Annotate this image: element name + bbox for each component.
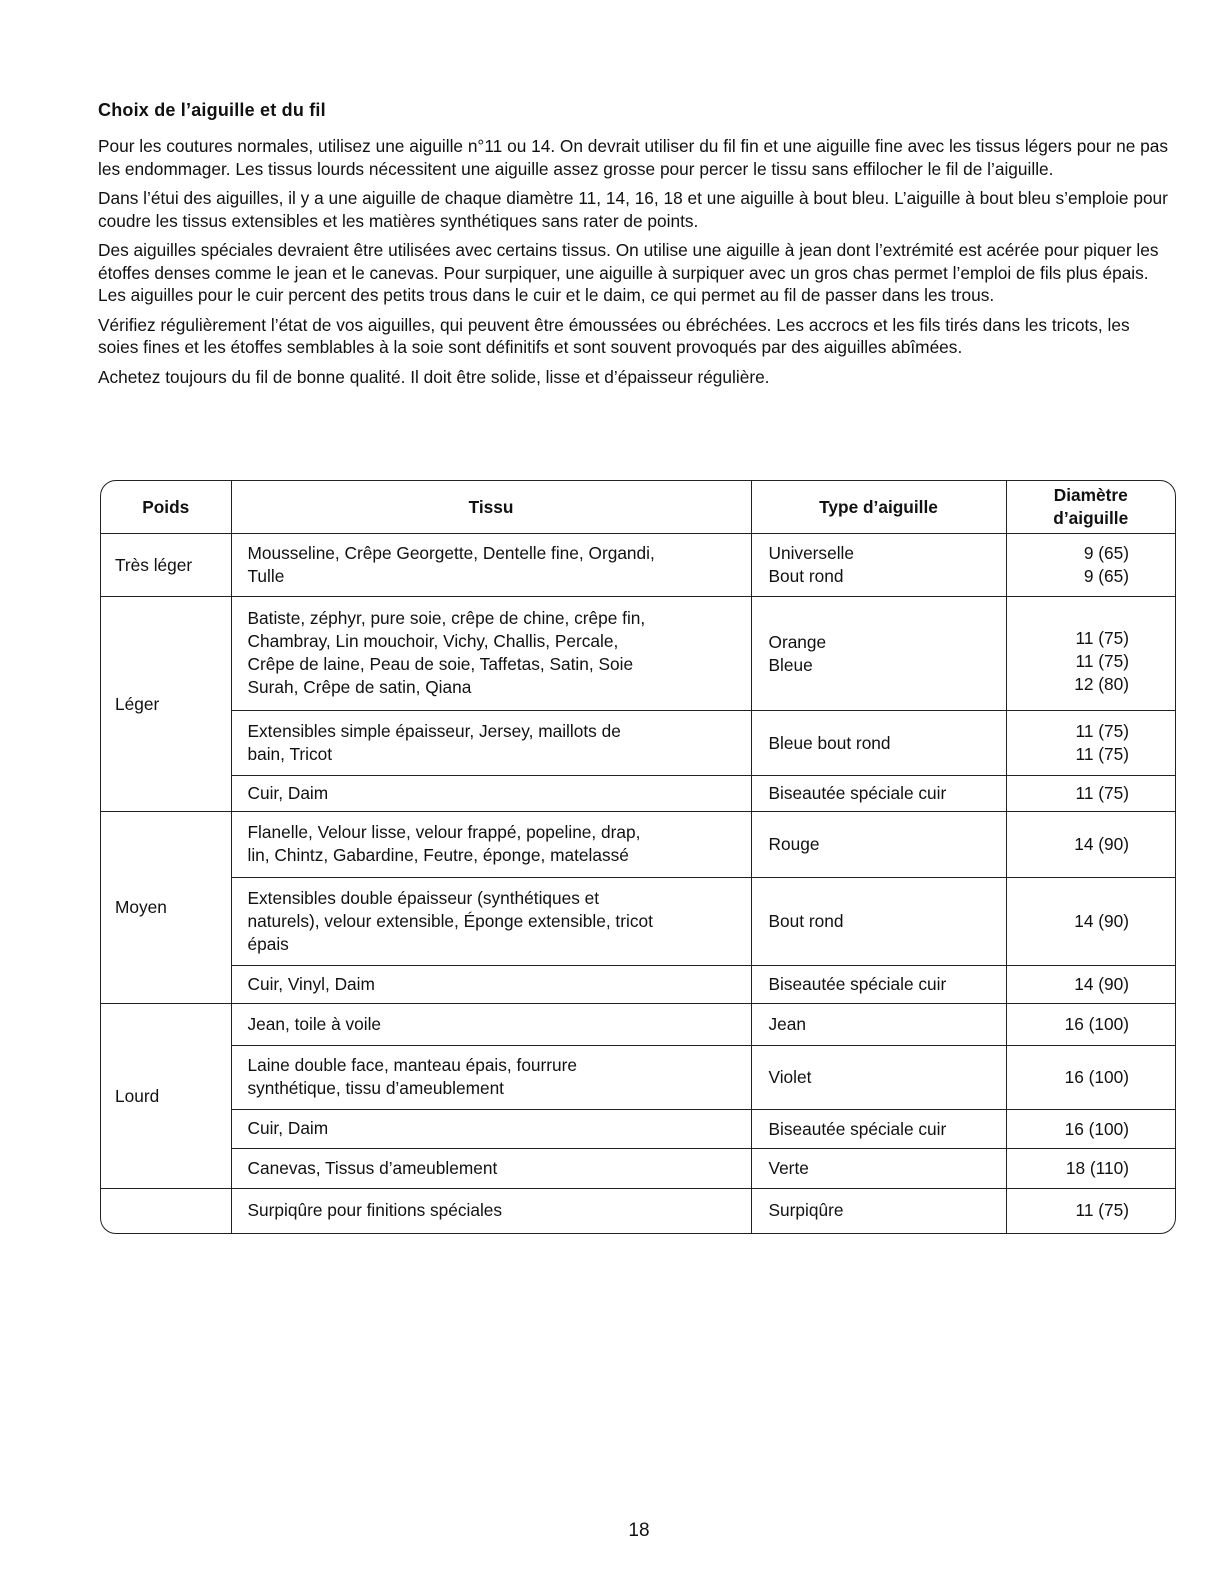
diameter-cell bbox=[1006, 878, 1175, 966]
fabric-cell bbox=[231, 1004, 751, 1046]
diameter-line: 12 (80) bbox=[1074, 674, 1129, 694]
empty-weight-cell bbox=[101, 1189, 231, 1233]
needle-type-line: Biseautée spéciale cuir bbox=[768, 783, 947, 803]
table-header-row bbox=[101, 481, 1175, 534]
needle-type-cell bbox=[751, 711, 1006, 776]
table-row bbox=[101, 1149, 1175, 1189]
weight-cell: Moyen bbox=[101, 812, 231, 1004]
fabric-line: Flanelle, Velour lisse, velour frappé, popeline, drap, bbox=[247, 822, 641, 842]
header-diametre bbox=[1006, 481, 1175, 534]
diameter-cell bbox=[1006, 812, 1175, 878]
header-type: Type d’aiguille bbox=[751, 481, 1006, 534]
weight-cell: Très léger bbox=[101, 534, 231, 597]
needle-type-cell bbox=[751, 966, 1006, 1004]
page-content bbox=[98, 100, 1174, 395]
fabric-cell bbox=[231, 1110, 751, 1149]
diameter-cell bbox=[1006, 966, 1175, 1004]
fabric-line: naturels), velour extensible, Éponge extensible, tricot bbox=[247, 910, 653, 931]
fabric-cell bbox=[231, 966, 751, 1004]
diameter-line: 14 (90) bbox=[1074, 911, 1129, 931]
fabric-line: Jean, toile à voile bbox=[247, 1013, 382, 1034]
fabric-cell bbox=[231, 534, 751, 597]
diameter-cell bbox=[1006, 711, 1175, 776]
needle-type-cell bbox=[751, 1110, 1006, 1149]
needle-type-line: Bleue bbox=[768, 654, 813, 675]
paragraph-needle-case: Dans l’étui des aiguilles, il y a une aiguille de chaque diamètre 11, 14, 16, 18 et une aiguille à bout bleu. L’aiguille à bout bleu s’emploie pour coudre les tissus extensibles et les matières synthétiques sans rater de points. bbox=[98, 188, 1168, 231]
needle-type-cell bbox=[751, 1004, 1006, 1046]
table-row bbox=[101, 1189, 1175, 1233]
diameter-line: 9 (65) bbox=[1083, 566, 1129, 586]
fabric-line: Cuir, Daim bbox=[247, 1118, 329, 1138]
needle-type-line: Surpiqûre bbox=[768, 1200, 844, 1221]
diameter-line: 16 (100) bbox=[1064, 1067, 1129, 1087]
weight-cell: Léger bbox=[101, 597, 231, 812]
paragraph-needle-basics: Pour les coutures normales, utilisez une aiguille n°11 ou 14. On devrait utiliser du fil fin et une aiguille fine avec les tissus légers pour ne pas les endommager. Les tissus lourds nécessitent une aiguille assez grosse pour percer le tissu sans effilocher le fil de l’aiguille. bbox=[98, 136, 1168, 179]
fabric-line: Laine double face, manteau épais, fourrure bbox=[247, 1055, 578, 1075]
diameter-cell bbox=[1006, 1149, 1175, 1189]
fabric-line: Extensibles double épaisseur (synthétiques et bbox=[247, 887, 600, 908]
needle-type-line: Verte bbox=[768, 1158, 809, 1178]
fabric-line: Batiste, zéphyr, pure soie, crêpe de chine, crêpe fin, bbox=[247, 608, 646, 628]
paragraph-needle-check: Vérifiez régulièrement l’état de vos aiguilles, qui peuvent être émoussées ou ébréchées. Les accrocs et les fils tirés dans les tricots, les soies fines et les étoffes semblables à la soie sont définitifs et sont souvent provoqués par des aiguilles abîmées. bbox=[98, 314, 1130, 357]
paragraph-thread-quality: Achetez toujours du fil de bonne qualité. Il doit être solide, lisse et d’épaisseur régulière. bbox=[98, 366, 770, 387]
fabric-line: Surah, Crêpe de satin, Qiana bbox=[247, 677, 472, 697]
diameter-line: 16 (100) bbox=[1064, 1118, 1129, 1139]
needle-type-line: Biseautée spéciale cuir bbox=[768, 1118, 947, 1139]
table-row bbox=[101, 776, 1175, 812]
diameter-line: 9 (65) bbox=[1083, 543, 1129, 563]
needle-type-line: Orange bbox=[768, 631, 827, 652]
diameter-line: 14 (90) bbox=[1074, 834, 1129, 854]
needle-type-cell bbox=[751, 1189, 1006, 1233]
needle-type-line: Universelle bbox=[768, 543, 854, 563]
diameter-line: 14 (90) bbox=[1074, 974, 1129, 994]
header-diametre-line2: d’aiguille bbox=[1053, 508, 1129, 528]
paragraph-special-needles: Des aiguilles spéciales devraient être utilisées avec certains tissus. On utilise une aiguille à jean dont l’extrémité est acérée pour piquer les étoffes denses comme le jean et le canevas. Pour surpiquer, une aiguille à surpiquer avec un gros chas permet l’emploi de fils plus épais. Les aiguilles pour le cuir percent des petits trous dans le cuir et le daim, ce qui permet au fil de passer dans les trous. bbox=[98, 240, 1159, 305]
fabric-line: Cuir, Vinyl, Daim bbox=[247, 973, 375, 994]
fabric-cell bbox=[231, 776, 751, 812]
fabric-line: Tulle bbox=[247, 565, 285, 586]
table-row bbox=[101, 966, 1175, 1004]
table-row bbox=[101, 1004, 1175, 1046]
header-poids: Poids bbox=[101, 481, 231, 534]
fabric-line: Chambray, Lin mouchoir, Vichy, Challis, Percale, bbox=[247, 631, 619, 651]
diameter-cell bbox=[1006, 597, 1175, 711]
needle-type-line: Bleue bout rond bbox=[768, 732, 891, 753]
fabric-cell bbox=[231, 597, 751, 711]
fabric-line: Mousseline, Crêpe Georgette, Dentelle fine, Organdi, bbox=[247, 542, 655, 563]
table-row bbox=[101, 534, 1175, 597]
needle-type-cell bbox=[751, 1149, 1006, 1189]
diameter-cell bbox=[1006, 1110, 1175, 1149]
table-row bbox=[101, 812, 1175, 878]
diameter-line: 11 (75) bbox=[1075, 783, 1129, 803]
fabric-line: bain, Tricot bbox=[247, 743, 333, 764]
diameter-line: 11 (75) bbox=[1075, 744, 1129, 764]
needle-thread-table bbox=[101, 481, 1175, 1233]
diameter-cell bbox=[1006, 1046, 1175, 1110]
diameter-line: 11 (75) bbox=[1075, 628, 1129, 648]
needle-type-line: Violet bbox=[768, 1067, 812, 1087]
needle-type-line: Bout rond bbox=[768, 566, 844, 586]
needle-table-frame bbox=[100, 480, 1176, 1234]
diameter-line: 16 (100) bbox=[1064, 1014, 1129, 1034]
diameter-cell bbox=[1006, 1189, 1175, 1233]
fabric-cell bbox=[231, 1189, 751, 1233]
needle-type-cell bbox=[751, 878, 1006, 966]
diameter-cell bbox=[1006, 1004, 1175, 1046]
fabric-cell bbox=[231, 878, 751, 966]
table-row bbox=[101, 1110, 1175, 1149]
fabric-line: épais bbox=[247, 933, 289, 954]
diameter-line: 11 (75) bbox=[1075, 1200, 1129, 1221]
needle-type-cell bbox=[751, 597, 1006, 711]
diameter-cell bbox=[1006, 776, 1175, 812]
fabric-line: Crêpe de laine, Peau de soie, Taffetas, Satin, Soie bbox=[247, 654, 634, 674]
fabric-cell bbox=[231, 1046, 751, 1110]
needle-type-line: Rouge bbox=[768, 834, 820, 854]
section-title: Choix de l’aiguille et du fil bbox=[98, 100, 326, 120]
header-diametre-line1: Diamètre bbox=[1053, 485, 1128, 505]
needle-type-cell bbox=[751, 812, 1006, 878]
fabric-cell bbox=[231, 1149, 751, 1189]
needle-type-line: Bout rond bbox=[768, 911, 844, 931]
weight-cell: Lourd bbox=[101, 1004, 231, 1189]
table-row bbox=[101, 597, 1175, 711]
table-row bbox=[101, 878, 1175, 966]
fabric-line: Cuir, Daim bbox=[247, 782, 329, 803]
diameter-cell bbox=[1006, 534, 1175, 597]
table-row bbox=[101, 711, 1175, 776]
needle-type-cell bbox=[751, 776, 1006, 812]
diameter-line: 11 (75) bbox=[1075, 651, 1129, 671]
fabric-line: Canevas, Tissus d’ameublement bbox=[247, 1157, 498, 1178]
fabric-cell bbox=[231, 711, 751, 776]
fabric-line: synthétique, tissu d’ameublement bbox=[247, 1078, 504, 1098]
needle-type-line: Biseautée spéciale cuir bbox=[768, 974, 947, 994]
fabric-line: Extensibles simple épaisseur, Jersey, maillots de bbox=[247, 720, 621, 741]
header-tissu: Tissu bbox=[231, 481, 751, 534]
fabric-line: Surpiqûre pour finitions spéciales bbox=[247, 1199, 503, 1220]
table-row bbox=[101, 1046, 1175, 1110]
page-number: 18 bbox=[628, 1520, 650, 1541]
diameter-line: 18 (110) bbox=[1065, 1158, 1129, 1178]
fabric-line: lin, Chintz, Gabardine, Feutre, éponge, matelassé bbox=[247, 845, 629, 865]
needle-type-cell bbox=[751, 1046, 1006, 1110]
needle-type-cell bbox=[751, 534, 1006, 597]
diameter-line: 11 (75) bbox=[1075, 721, 1129, 741]
fabric-cell bbox=[231, 812, 751, 878]
needle-type-line: Jean bbox=[768, 1014, 806, 1034]
